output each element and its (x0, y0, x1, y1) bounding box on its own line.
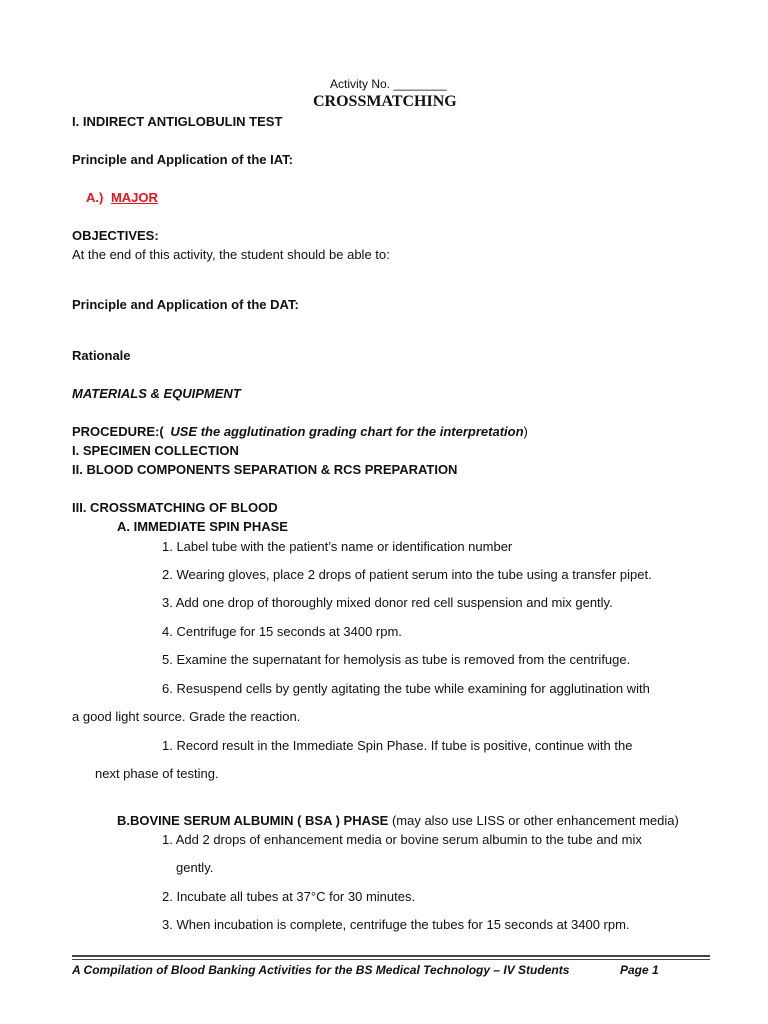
page-title: CROSSMATCHING (313, 93, 457, 110)
footer-rule-thick (72, 955, 710, 957)
phase-b-note: (may also use LISS or other enhancement media) (388, 813, 679, 828)
phase-a-step: 3. Add one drop of thoroughly mixed donor red cell suspension and mix gently. (162, 595, 613, 610)
procedure-label: PROCEDURE:( (72, 424, 164, 439)
objectives-text: At the end of this activity, the student should be able to: (72, 247, 390, 262)
footer-text: A Compilation of Blood Banking Activities for the BS Medical Technology – IV Students (72, 963, 570, 977)
procedure-note: USE the agglutination grading chart for the interpretation (170, 424, 524, 439)
phase-b-step: 3. When incubation is complete, centrifuge the tubes for 15 seconds at 3400 rpm. (162, 917, 630, 932)
materials-heading: MATERIALS & EQUIPMENT (72, 386, 241, 401)
principle-iat-heading: Principle and Application of the IAT: (72, 152, 294, 167)
rationale-heading: Rationale (72, 348, 131, 363)
phase-a-step: 1. Label tube with the patient’s name or identification number (162, 539, 513, 554)
phase-a-heading: A. IMMEDIATE SPIN PHASE (117, 519, 288, 534)
phase-b-heading (117, 813, 679, 829)
footer-rule-thin (72, 959, 710, 960)
procedure-item: I. SPECIMEN COLLECTION (72, 443, 239, 458)
phase-b-title: B.BOVINE SERUM ALBUMIN ( BSA ) PHASE (117, 813, 389, 828)
procedure-item: II. BLOOD COMPONENTS SEPARATION & RCS PREPARATION (72, 462, 458, 477)
major-prefix: A.) (86, 190, 104, 205)
section-heading-iat: I. INDIRECT ANTIGLOBULIN TEST (72, 114, 283, 129)
phase-a-step-continuation: a good light source. Grade the reaction. (72, 709, 301, 724)
activity-number: Activity No. ________ (330, 77, 447, 91)
principle-dat-heading: Principle and Application of the DAT: (72, 297, 299, 312)
phase-a-step: 6. Resuspend cells by gently agitating the tube while examining for agglutination with (162, 681, 650, 696)
crossmatching-heading: III. CROSSMATCHING OF BLOOD (72, 500, 278, 515)
procedure-heading (72, 424, 528, 440)
major-subheading (86, 190, 158, 206)
page-number: Page 1 (620, 963, 659, 977)
phase-a-step: 5. Examine the supernatant for hemolysis as tube is removed from the centrifuge. (162, 652, 631, 667)
phase-a-step: 4. Centrifuge for 15 seconds at 3400 rpm. (162, 624, 402, 639)
phase-a-step: 2. Wearing gloves, place 2 drops of patient serum into the tube using a transfer pipet. (162, 567, 652, 582)
objectives-heading: OBJECTIVES: (72, 228, 159, 243)
procedure-close: ) (523, 424, 528, 439)
record-result-continuation: next phase of testing. (95, 766, 219, 781)
phase-b-step: 1. Add 2 drops of enhancement media or bovine serum albumin to the tube and mix (162, 832, 642, 847)
phase-b-step-continuation: gently. (176, 860, 214, 875)
phase-b-step: 2. Incubate all tubes at 37°C for 30 minutes. (162, 889, 416, 904)
major-label: MAJOR (110, 190, 158, 205)
record-result-step: 1. Record result in the Immediate Spin Phase. If tube is positive, continue with the (162, 738, 633, 753)
